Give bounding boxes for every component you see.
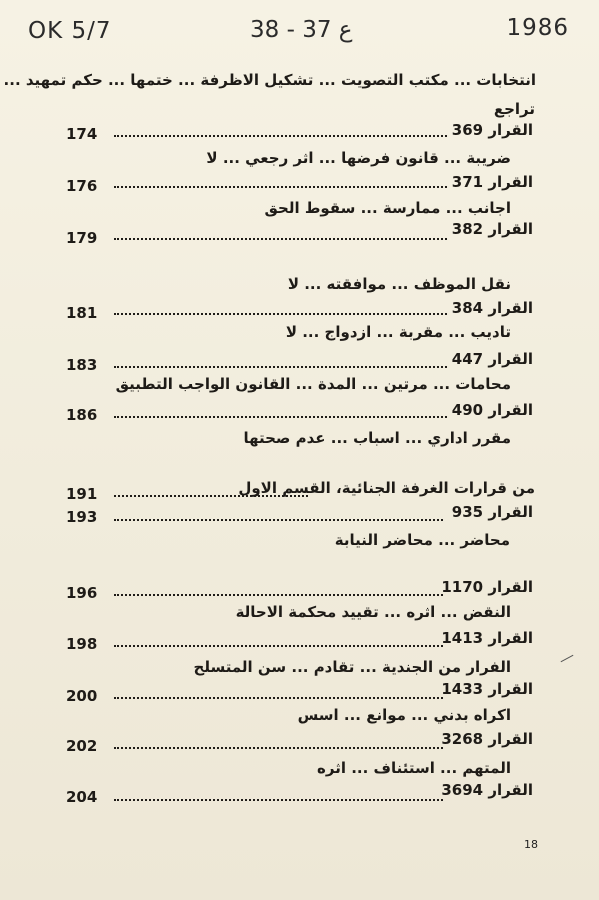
entry-dots-16: [114, 799, 443, 801]
entry-decision-4: القرار 382: [451, 220, 533, 238]
entry-decision-14: القرار 1433: [441, 680, 533, 698]
entry-subject-11: محاضر ... محاضر النيابة: [334, 531, 510, 549]
entry-subject-7: محامات ... مرتين ... المدة ... القانون الواجب التطبيق: [115, 375, 511, 393]
entry-dots-5: [114, 313, 447, 315]
entry-page-15: 202: [66, 737, 98, 755]
entry-page-10: 193: [66, 508, 98, 526]
entry-page-3: 176: [66, 177, 98, 195]
entry-page-4: 179: [66, 229, 98, 247]
entry-decision-16: القرار 3694: [441, 781, 533, 799]
entry-page-13: 198: [66, 635, 98, 653]
handwritten-note-middle: 38 - 37 ع: [250, 17, 353, 43]
entry-subject-3: ضريبة ... قانون فرضها ... اثر رجعي ... لا: [206, 149, 511, 167]
entry-subject-2: تراجع: [493, 100, 535, 118]
entry-subject-4: اجانب ... ممارسة ... سقوط الحق: [264, 199, 511, 217]
entry-page-6: 183: [66, 356, 98, 374]
entry-decision-5: القرار 384: [451, 299, 533, 317]
footer-page-number: 18: [524, 838, 538, 851]
entry-page-2: 174: [66, 125, 98, 143]
entry-dots-6: [114, 366, 447, 368]
entry-dots-4: [114, 238, 447, 240]
entry-subject-13: النقض ... اثره ... تقييد محكمة الاحالة: [235, 603, 511, 621]
handwritten-note-left: OK 5/7: [28, 18, 112, 44]
entry-page-7: 186: [66, 406, 98, 424]
entry-dots-10: [114, 519, 443, 521]
entry-subject-14: الفرار من الجندية ... تقادم ... سن المتسلح: [193, 658, 511, 676]
entry-dots-2: [114, 135, 447, 137]
entry-page-9: 191: [66, 485, 98, 503]
entry-dots-12: [114, 594, 443, 596]
entry-subject-8: مقرر اداري ... اسباب ... عدم صحتها: [243, 429, 511, 447]
entry-decision-3: القرار 371: [451, 173, 533, 191]
entry-decision-6: القرار 447: [451, 350, 533, 368]
entry-subject-6: تاديب ... مقربة ... ازدواج ... لا: [285, 323, 511, 341]
entry-decision-7: القرار 490: [451, 401, 533, 419]
entry-page-16: 204: [66, 788, 98, 806]
handwritten-note-right: 1986: [506, 15, 569, 41]
entry-decision-12: القرار 1170: [441, 578, 533, 596]
entry-subject-15: اكراه بدني ... موانع ... اسس: [297, 706, 511, 724]
entry-dots-14: [114, 697, 443, 699]
entry-decision-2: القرار 369: [451, 121, 533, 139]
entry-dots-3: [114, 186, 447, 188]
entry-dots-7: [114, 416, 447, 418]
entry-subject-5: نقل الموظف ... موافقته ... لا: [287, 275, 511, 293]
entry-subject-9: من قرارات الغرفة الجنائية، القسم الاول: [238, 479, 535, 497]
entry-dots-9: [114, 495, 308, 497]
entry-dots-13: [114, 645, 443, 647]
entry-page-14: 200: [66, 687, 98, 705]
entry-dots-15: [114, 747, 443, 749]
entry-decision-15: القرار 3268: [441, 730, 533, 748]
entry-decision-13: القرار 1413: [441, 629, 533, 647]
entry-subject-1: انتخابات ... مكتب التصويت ... تشكيل الاظرفة ... ختمها ... حكم تمهيد ...: [3, 71, 536, 89]
pen-mark: [561, 655, 574, 662]
entry-subject-16: المتهم ... استئناف ... اثره: [317, 759, 511, 777]
entry-page-5: 181: [66, 304, 98, 322]
entry-decision-10: القرار 935: [451, 503, 533, 521]
entry-page-12: 196: [66, 584, 98, 602]
